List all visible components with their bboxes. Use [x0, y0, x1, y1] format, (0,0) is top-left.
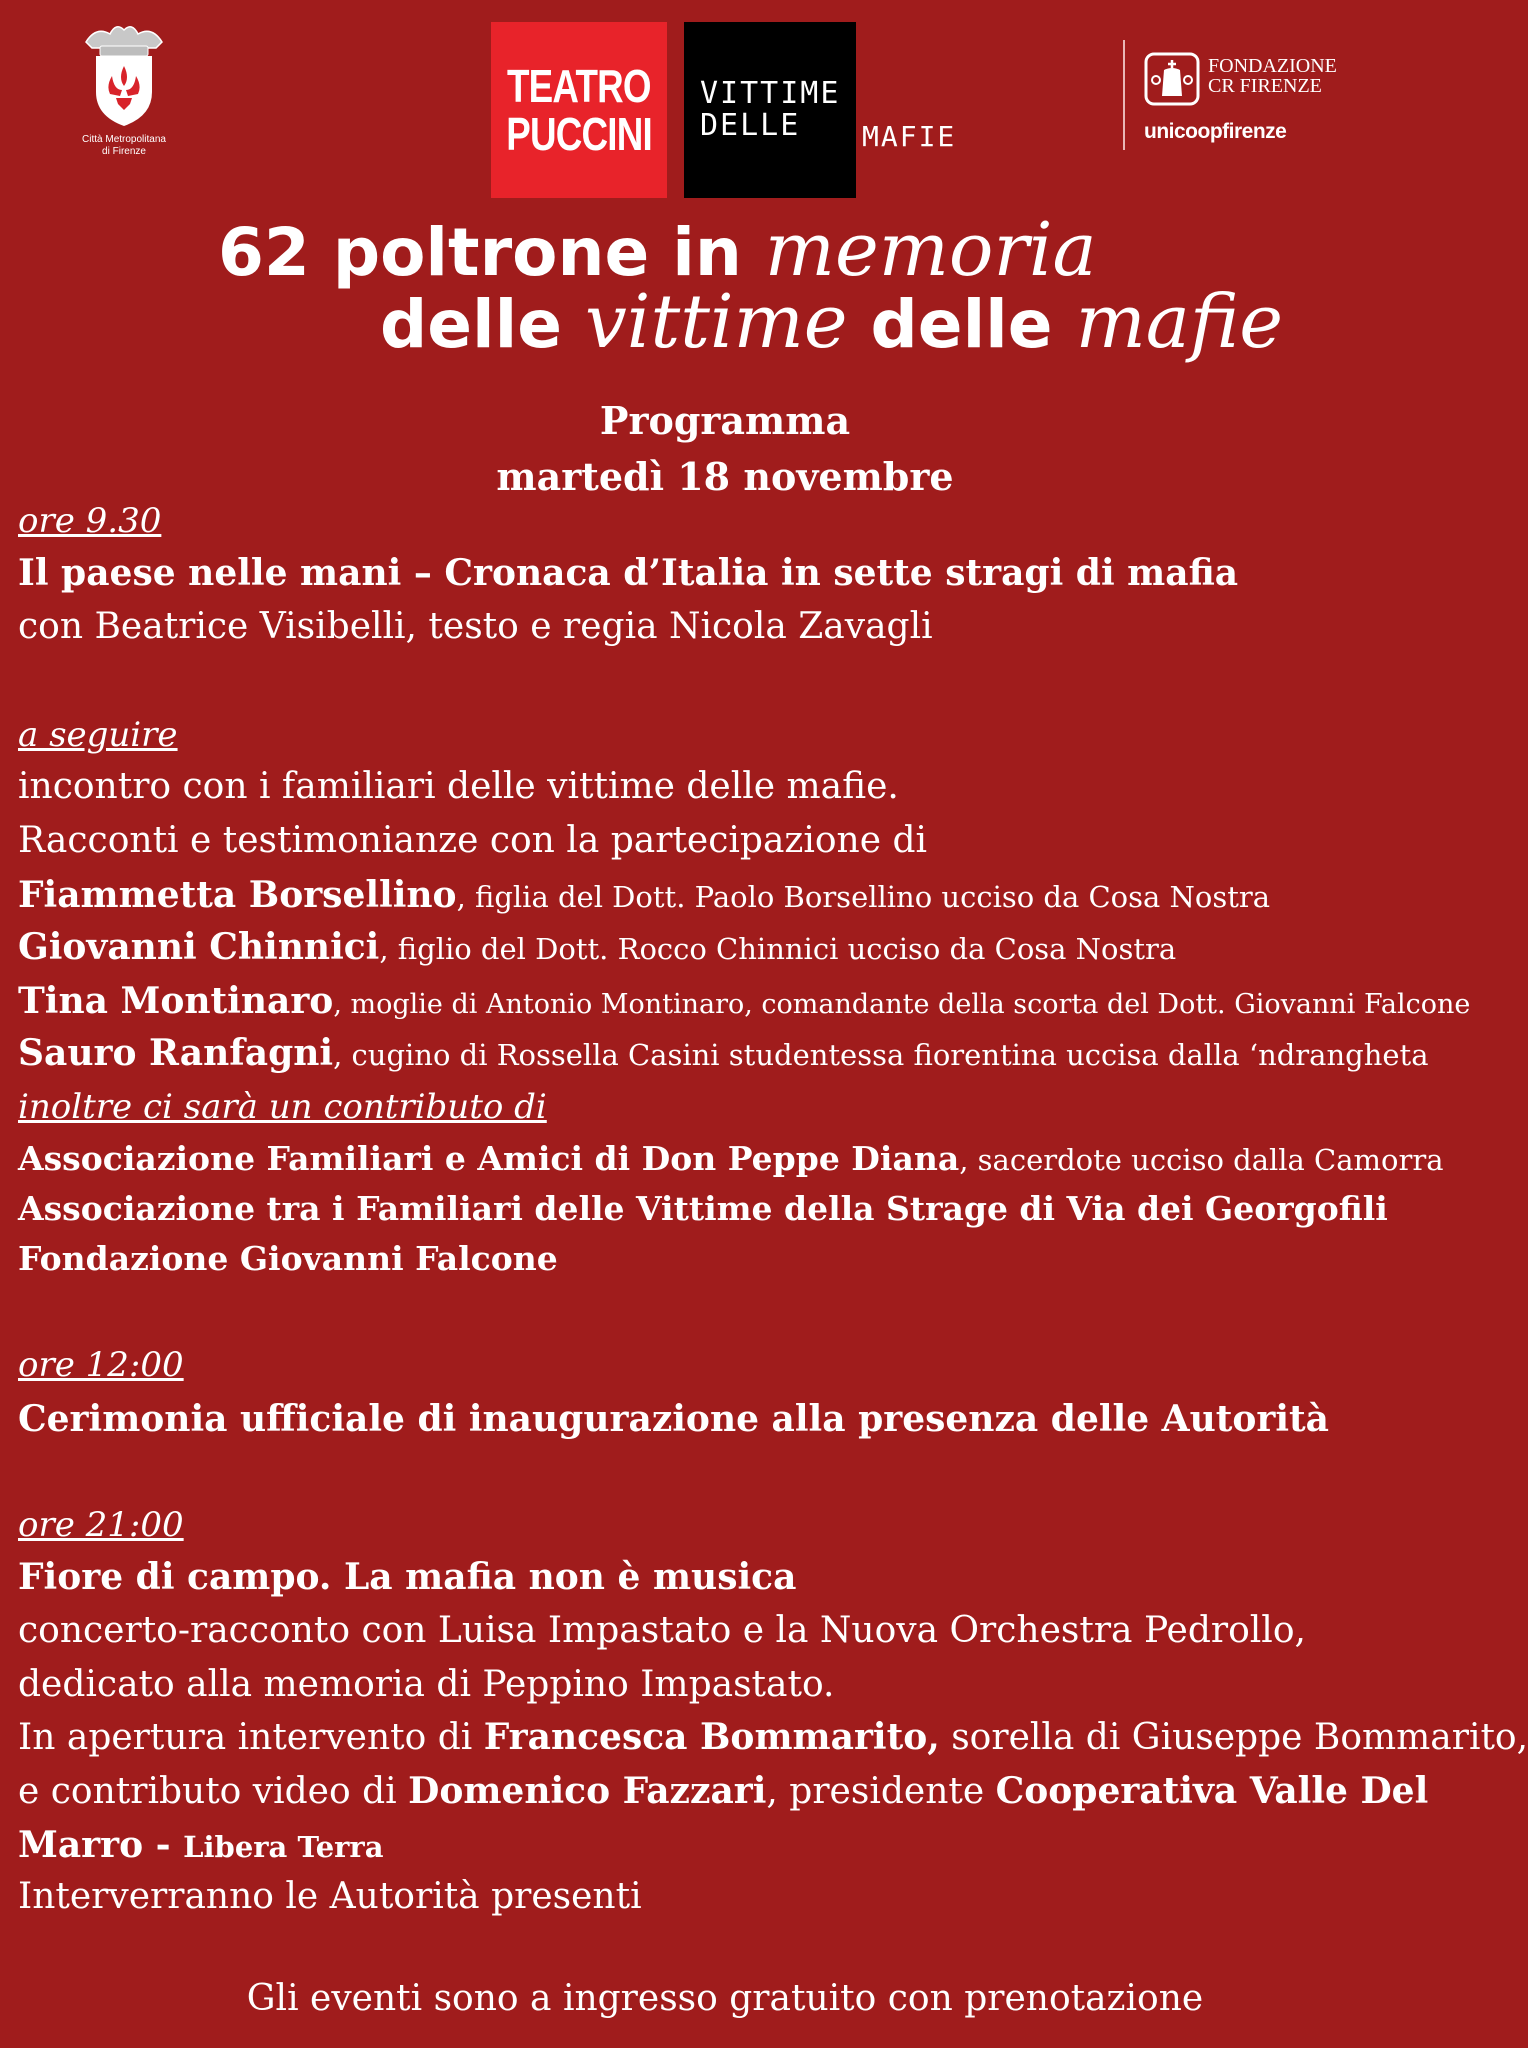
meeting-line-1: incontro con i familiari delle vittime delle mafie.	[18, 766, 899, 807]
morning-time: ore 9.30	[18, 501, 162, 541]
logo-divider	[1123, 40, 1125, 150]
evening-line-4	[18, 1768, 1428, 1815]
headline-italic: memoria	[764, 207, 1097, 293]
evening-time: ore 21:00	[18, 1505, 184, 1545]
guest-desc: , figlia del Dott. Paolo Borsellino ucciso da Cosa Nostra	[456, 880, 1271, 914]
evening-line-1: concerto-racconto con Luisa Impastato e la Nuova Orchestra Pedrollo,	[18, 1610, 1306, 1651]
puccini-line-2: PUCCINI	[506, 108, 652, 160]
assoc-row	[18, 1136, 1444, 1183]
evening-bold: Cooperativa Valle Del	[995, 1770, 1429, 1812]
headline-italic: mafie	[1075, 279, 1284, 365]
evening-text: e contributo video di	[18, 1771, 409, 1812]
headline-italic: vittime	[585, 279, 848, 365]
fondazione-emblem-icon	[1142, 48, 1202, 110]
noon-title: Cerimonia ufficiale di inaugurazione alla presenza delle Autorità	[18, 1398, 1329, 1440]
assoc-row: Associazione tra i Familiari delle Vittime della Strage di Via dei Georgofili	[18, 1189, 1388, 1228]
guest-name: Fiammetta Borsellino	[18, 874, 457, 916]
guest-row	[18, 924, 1176, 972]
vittime-line-1: VITTIME	[700, 76, 841, 111]
assoc-name: Associazione Familiari e Amici di Don Peppe Diana	[18, 1139, 960, 1178]
unicoop-firenze-logo: unicoopfirenze	[1144, 120, 1287, 143]
evening-bold: Domenico Fazzari	[408, 1770, 767, 1812]
guest-desc: , figlio del Dott. Rocco Chinnici ucciso da Cosa Nostra	[379, 932, 1177, 966]
evening-line-3	[18, 1714, 1528, 1761]
headline-text: delle	[380, 286, 585, 363]
guest-desc: , cugino di Rossella Casini studentessa fiorentina uccisa dalla ‘ndrangheta	[333, 1038, 1429, 1072]
vittime-line-2: DELLE	[700, 108, 801, 143]
assoc-row: Fondazione Giovanni Falcone	[18, 1239, 558, 1278]
program-title: Programma	[599, 398, 851, 443]
evening-line-2: dedicato alla memoria di Peppino Impastato.	[18, 1664, 835, 1705]
headline-text: 62 poltrone in	[218, 214, 765, 291]
evening-text: In apertura intervento di	[18, 1717, 484, 1758]
guest-row	[18, 978, 1470, 1028]
evening-line-5	[18, 1822, 384, 1870]
citta-caption-2: di Firenze	[102, 146, 146, 157]
teatro-puccini-logo	[491, 22, 667, 198]
noon-time: ore 12:00	[18, 1345, 184, 1385]
florence-crest-icon	[76, 20, 172, 130]
guest-row	[18, 872, 1270, 920]
evening-bold: Libera Terra	[183, 1830, 384, 1864]
evening-line-6: Interverranno le Autorità presenti	[18, 1876, 642, 1917]
guest-name: Tina Montinaro	[18, 980, 334, 1022]
program-date: martedì 18 novembre	[496, 454, 954, 499]
meeting-line-2: Racconti e testimonianze con la partecipazione di	[18, 820, 928, 861]
vittime-delle-mafie-logo	[684, 22, 856, 198]
assoc-desc: , sacerdote ucciso dalla Camorra	[959, 1143, 1444, 1177]
morning-show-title: Il paese nelle mani – Cronaca d’Italia in sette stragi di mafia	[18, 552, 1239, 594]
headline-text: delle	[847, 286, 1076, 363]
contrib-intro: inoltre ci sarà un contributo di	[18, 1087, 547, 1127]
guest-name: Giovanni Chinnici	[18, 926, 380, 968]
fondazione-cr-firenze-logo	[1142, 48, 1352, 148]
evening-bold: Marro -	[18, 1824, 184, 1866]
citta-caption-1: Città Metropolitana	[82, 134, 166, 145]
citta-metropolitana-logo	[76, 20, 172, 160]
guest-row	[18, 1030, 1428, 1078]
headline-line-2	[380, 279, 1284, 365]
follow-label: a seguire	[18, 715, 178, 755]
morning-credits: con Beatrice Visibelli, testo e regia Nicola Zavagli	[18, 606, 933, 647]
footer-note: Gli eventi sono a ingresso gratuito con prenotazione	[246, 1978, 1204, 2019]
evening-bold: Francesca Bommarito,	[483, 1716, 940, 1758]
puccini-line-1: TEATRO	[507, 60, 651, 112]
headline-line-1	[218, 207, 1097, 293]
guest-desc: , moglie di Antonio Montinaro, comandante della scorta del Dott. Giovanni Falcone	[333, 989, 1471, 1020]
evening-title: Fiore di campo. La mafia non è musica	[18, 1556, 797, 1598]
fondazione-line-2: CR FIRENZE	[1208, 75, 1322, 97]
evening-text: , presidente	[766, 1771, 996, 1812]
guest-name: Sauro Ranfagni	[18, 1032, 334, 1074]
fondazione-line-1: FONDAZIONE	[1208, 55, 1337, 77]
evening-text: sorella di Giuseppe Bommarito,	[939, 1717, 1528, 1758]
vittime-line-3: MAFIE	[862, 120, 957, 153]
